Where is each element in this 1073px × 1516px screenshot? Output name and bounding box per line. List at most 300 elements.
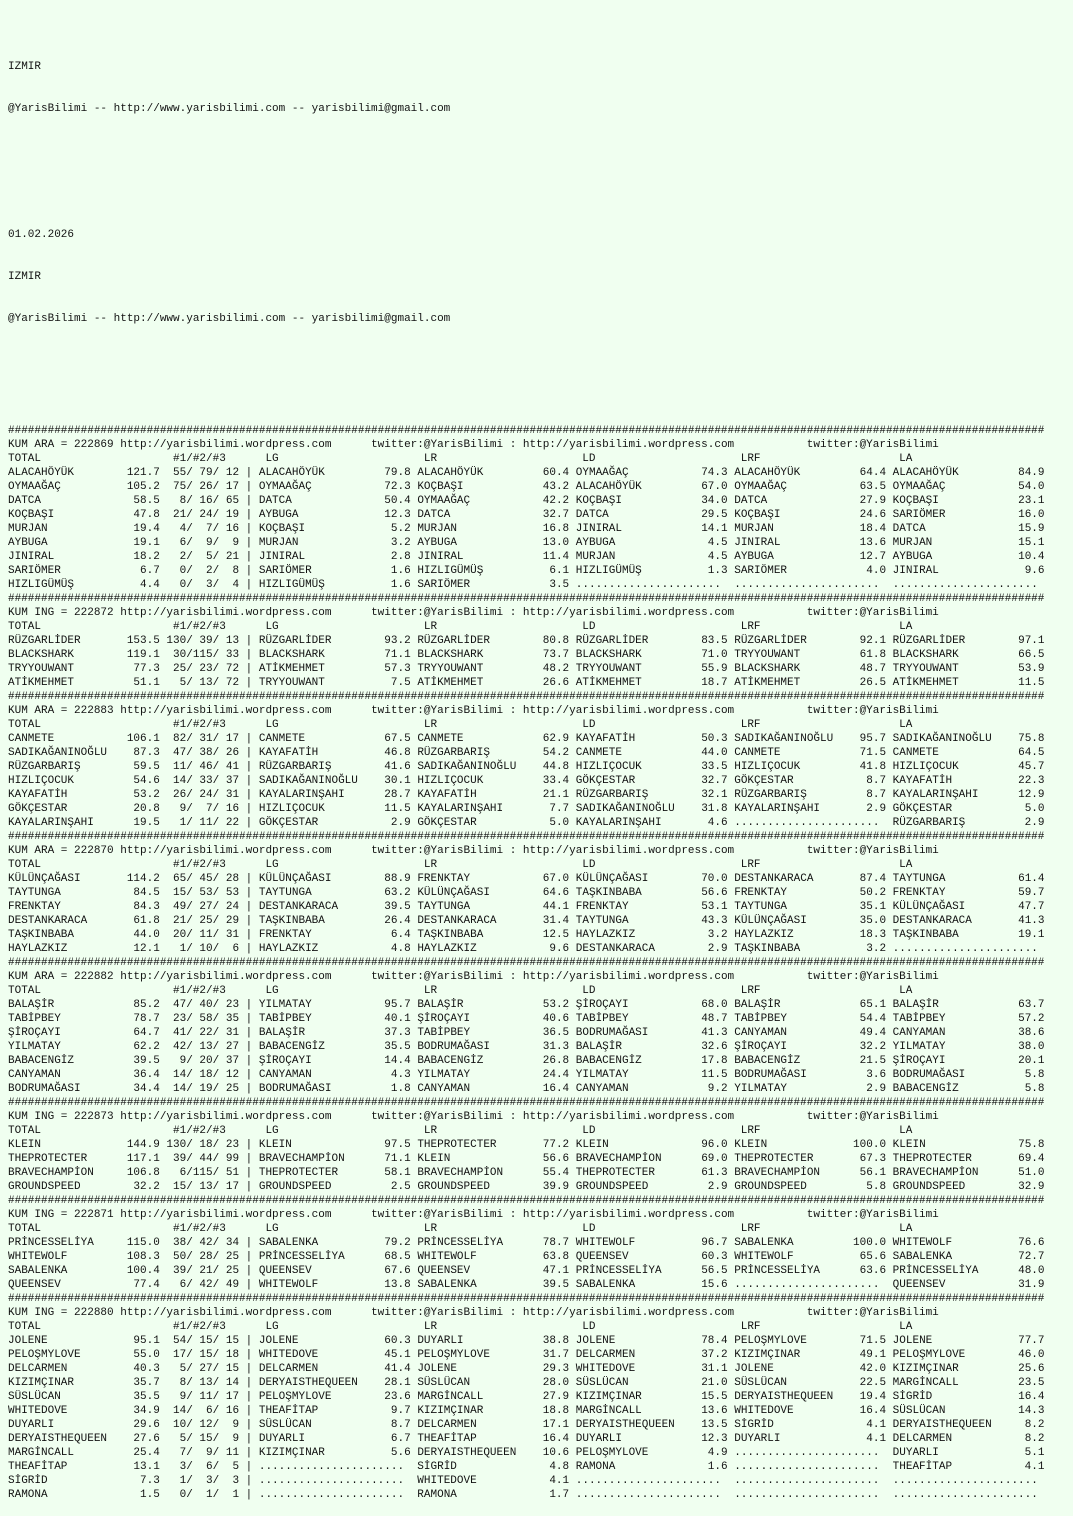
race-entry-name: MARGİNCALL bbox=[417, 1391, 537, 1403]
column-divider: | bbox=[239, 1237, 259, 1249]
horse-name: JINIRAL bbox=[8, 551, 121, 563]
finish-counts: 5/ 15/ 9 bbox=[159, 1433, 240, 1445]
race-entry-value: 100.0 bbox=[853, 1237, 887, 1249]
column-header-row: TOTAL #1/#2/#3 LG LR LD LRF LA bbox=[8, 1125, 913, 1137]
total-value: 4.4 bbox=[120, 579, 160, 591]
race-entry-value: 49.4 bbox=[853, 1027, 887, 1039]
horse-name: TABİPBEY bbox=[8, 1013, 121, 1025]
race-entry-name: SADIKAĞANINOĞLU bbox=[575, 803, 695, 815]
race-entry-value: 41.8 bbox=[853, 761, 887, 773]
race-entry-value: 23.1 bbox=[1011, 495, 1045, 507]
race-entry-name: DUYARLI bbox=[258, 1433, 378, 1445]
horse-name: THEAFİTAP bbox=[8, 1461, 121, 1473]
section-222870 bbox=[8, 830, 1073, 956]
section-separator: ############################################################################################################################################################# bbox=[8, 691, 1045, 703]
column-header-row: TOTAL #1/#2/#3 LG LR LD LRF LA bbox=[8, 1223, 913, 1235]
total-value: 13.1 bbox=[120, 1461, 160, 1473]
race-entry-value: 47.1 bbox=[536, 1265, 570, 1277]
race-entry-name: SABALENKA bbox=[258, 1237, 378, 1249]
race-entry-value: 63.7 bbox=[1011, 999, 1045, 1011]
section-separator: ############################################################################################################################################################# bbox=[8, 831, 1045, 843]
horse-name: TRYYOUWANT bbox=[8, 663, 121, 675]
race-entry-value: 42.0 bbox=[853, 1363, 887, 1375]
column-divider: | bbox=[239, 537, 259, 549]
race-entry-name: QUEENSEV bbox=[892, 1279, 1012, 1291]
race-entry-name: THEPROTECTER bbox=[417, 1139, 537, 1151]
race-entry-name: SÜSLÜCAN bbox=[892, 1405, 1012, 1417]
race-entry-name: CANYAMAN bbox=[575, 1083, 695, 1095]
horse-name: SARIÖMER bbox=[8, 565, 121, 577]
race-entry-value: 49.1 bbox=[853, 1349, 887, 1361]
race-entry-name: KIZIMÇINAR bbox=[575, 1391, 695, 1403]
race-entry-name: ALACAHÖYÜK bbox=[258, 467, 378, 479]
section-separator: ############################################################################################################################################################# bbox=[8, 425, 1045, 437]
horse-name: JOLENE bbox=[8, 1335, 121, 1347]
finish-counts: 38/ 42/ 34 bbox=[159, 1237, 240, 1249]
race-entry-value: 100.0 bbox=[853, 1139, 887, 1151]
race-entry-name: ATİKMEHMET bbox=[734, 677, 854, 689]
total-value: 20.8 bbox=[120, 803, 160, 815]
race-entry-name: GÖKÇESTAR bbox=[892, 803, 1012, 815]
table-row bbox=[8, 928, 1073, 942]
section-twitter: twitter:@YarisBilimi bbox=[371, 1307, 504, 1319]
empty-entry: ...................... bbox=[258, 1461, 411, 1473]
race-entry-name: JINIRAL bbox=[258, 551, 378, 563]
column-divider: | bbox=[239, 1041, 259, 1053]
race-entry-name: SADIKAĞANINOĞLU bbox=[417, 761, 537, 773]
race-entry-value: 30.1 bbox=[377, 775, 411, 787]
race-entry-value: 4.8 bbox=[377, 943, 411, 955]
race-entry-value: 33.4 bbox=[536, 775, 570, 787]
race-entry-name: BODRUMAĞASI bbox=[258, 1083, 378, 1095]
table-row bbox=[8, 1138, 1073, 1152]
race-entry-name: BALAŞİR bbox=[258, 1027, 378, 1039]
table-row bbox=[8, 634, 1073, 648]
race-entry-name: KIZIMÇINAR bbox=[417, 1405, 537, 1417]
finish-counts: 50/ 28/ 25 bbox=[159, 1251, 240, 1263]
column-divider: | bbox=[239, 1167, 259, 1179]
table-row bbox=[8, 760, 1073, 774]
column-divider: | bbox=[239, 1013, 259, 1025]
race-entry-value: 84.9 bbox=[1011, 467, 1045, 479]
race-entry-value: 69.0 bbox=[694, 1153, 728, 1165]
race-entry-value: 45.1 bbox=[377, 1349, 411, 1361]
total-value: 144.9 bbox=[120, 1139, 160, 1151]
table-row bbox=[8, 1180, 1073, 1194]
race-entry-name: FRENKTAY bbox=[258, 929, 378, 941]
race-entry-name: RAMONA bbox=[575, 1461, 695, 1473]
total-value: 27.6 bbox=[120, 1433, 160, 1445]
race-entry-name: PRİNCESSELİYA bbox=[734, 1265, 854, 1277]
table-row bbox=[8, 914, 1073, 928]
total-value: 54.6 bbox=[120, 775, 160, 787]
race-entry-name: KLEIN bbox=[258, 1139, 378, 1151]
race-entry-name: THEAFİTAP bbox=[258, 1405, 378, 1417]
column-divider: | bbox=[239, 481, 259, 493]
race-entry-value: 32.6 bbox=[694, 1041, 728, 1053]
column-divider: | bbox=[239, 1027, 259, 1039]
blank-line bbox=[8, 354, 1073, 368]
table-row bbox=[8, 1236, 1073, 1250]
section-url: http://yarisbilimi.wordpress.com bbox=[522, 439, 807, 451]
race-entry-value: 41.3 bbox=[694, 1027, 728, 1039]
finish-counts: 9/ 11/ 17 bbox=[159, 1391, 240, 1403]
section-222880 bbox=[8, 1292, 1073, 1502]
race-entry-value: 77.2 bbox=[536, 1139, 570, 1151]
table-row bbox=[8, 1460, 1073, 1474]
race-entry-name: TABİPBEY bbox=[258, 1013, 378, 1025]
race-entry-value: 2.9 bbox=[1011, 817, 1045, 829]
column-divider: | bbox=[239, 1377, 259, 1389]
race-entry-value: 8.7 bbox=[377, 1419, 411, 1431]
race-entry-value: 4.1 bbox=[853, 1419, 887, 1431]
race-entry-name: BODRUMAĞASI bbox=[734, 1069, 854, 1081]
total-value: 77.4 bbox=[120, 1279, 160, 1291]
section-twitter: twitter:@YarisBilimi bbox=[806, 607, 939, 619]
race-entry-value: 44.0 bbox=[694, 747, 728, 759]
race-entry-name: KÜLÜNÇAĞASI bbox=[417, 887, 537, 899]
race-entry-value: 55.9 bbox=[694, 663, 728, 675]
race-entry-name: SÜSLÜCAN bbox=[734, 1377, 854, 1389]
race-entry-value: 11.4 bbox=[536, 551, 570, 563]
race-entry-value: 43.3 bbox=[694, 915, 728, 927]
race-entry-value: 76.6 bbox=[1011, 1237, 1045, 1249]
total-value: 36.4 bbox=[120, 1069, 160, 1081]
finish-counts: 21/ 25/ 29 bbox=[159, 915, 240, 927]
finish-counts: 54/ 15/ 15 bbox=[159, 1335, 240, 1347]
race-entry-value: 71.1 bbox=[377, 649, 411, 661]
race-entry-value: 2.8 bbox=[377, 551, 411, 563]
race-entry-value: 14.3 bbox=[1011, 1405, 1045, 1417]
race-entry-name: SÜSLÜCAN bbox=[258, 1419, 378, 1431]
finish-counts: 0/ 2/ 8 bbox=[159, 565, 240, 577]
section-title: KUM ING = 222880 http://yarisbilimi.wordpress.com bbox=[8, 1307, 372, 1319]
race-entry-value: 9.7 bbox=[377, 1405, 411, 1417]
race-entry-value: 60.3 bbox=[694, 1251, 728, 1263]
race-entry-value: 9.2 bbox=[694, 1083, 728, 1095]
race-entry-name: TAŞKINBABA bbox=[892, 929, 1012, 941]
race-entry-name: TRYYOUWANT bbox=[417, 663, 537, 675]
column-divider: | bbox=[239, 1391, 259, 1403]
table-row bbox=[8, 648, 1073, 662]
finish-counts: 7/ 9/ 11 bbox=[159, 1447, 240, 1459]
blank-line bbox=[8, 186, 1073, 200]
race-entry-name: BLACKSHARK bbox=[734, 663, 854, 675]
race-entry-name: CANYAMAN bbox=[258, 1069, 378, 1081]
race-entry-value: 4.0 bbox=[853, 565, 887, 577]
finish-counts: 130/ 39/ 13 bbox=[159, 635, 240, 647]
race-entry-value: 44.8 bbox=[536, 761, 570, 773]
section-url: http://yarisbilimi.wordpress.com bbox=[522, 705, 807, 717]
race-entry-value: 16.4 bbox=[1011, 1391, 1045, 1403]
section-header-line bbox=[8, 1306, 1073, 1320]
race-entry-value: 13.6 bbox=[694, 1405, 728, 1417]
race-entry-value: 6.4 bbox=[377, 929, 411, 941]
column-header-row: TOTAL #1/#2/#3 LG LR LD LRF LA bbox=[8, 859, 913, 871]
race-entry-value: 31.7 bbox=[536, 1349, 570, 1361]
race-entry-value: 29.3 bbox=[536, 1363, 570, 1375]
total-value: 29.6 bbox=[120, 1419, 160, 1431]
finish-counts: 8/ 16/ 65 bbox=[159, 495, 240, 507]
race-entry-name: QUEENSEV bbox=[575, 1251, 695, 1263]
race-entry-value: 15.5 bbox=[694, 1391, 728, 1403]
race-entry-value: 97.5 bbox=[377, 1139, 411, 1151]
race-entry-name: BODRUMAĞASI bbox=[417, 1041, 537, 1053]
race-entry-name: CANMETE bbox=[734, 747, 854, 759]
race-entry-name: DESTANKARACA bbox=[892, 915, 1012, 927]
race-entry-value: 67.0 bbox=[694, 481, 728, 493]
finish-counts: 75/ 26/ 17 bbox=[159, 481, 240, 493]
race-entry-value: 43.2 bbox=[536, 481, 570, 493]
race-entry-name: BLACKSHARK bbox=[417, 649, 537, 661]
race-entry-name: JOLENE bbox=[575, 1335, 695, 1347]
finish-counts: 0/ 3/ 4 bbox=[159, 579, 240, 591]
column-divider: | bbox=[239, 817, 259, 829]
section-twitter: twitter:@YarisBilimi bbox=[371, 1111, 504, 1123]
table-row bbox=[8, 942, 1073, 956]
horse-name: BODRUMAĞASI bbox=[8, 1083, 121, 1095]
horse-name: KAYALARINŞAHI bbox=[8, 817, 121, 829]
race-entry-name: DATCA bbox=[734, 495, 854, 507]
race-entry-value: 69.4 bbox=[1011, 1153, 1045, 1165]
section-link-joiner: : bbox=[503, 1307, 523, 1319]
race-entry-name: WHITEDOVE bbox=[575, 1363, 695, 1375]
section-link-joiner: : bbox=[503, 607, 523, 619]
section-url: http://yarisbilimi.wordpress.com bbox=[522, 1111, 807, 1123]
race-entry-name: KLEIN bbox=[575, 1139, 695, 1151]
section-link-joiner: : bbox=[503, 971, 523, 983]
finish-counts: 42/ 13/ 27 bbox=[159, 1041, 240, 1053]
column-divider: | bbox=[239, 1265, 259, 1277]
race-entry-name: WHITEDOVE bbox=[258, 1349, 378, 1361]
section-header-line bbox=[8, 1110, 1073, 1124]
finish-counts: 5/ 27/ 15 bbox=[159, 1363, 240, 1375]
table-row bbox=[8, 1474, 1073, 1488]
race-entry-value: 2.9 bbox=[377, 817, 411, 829]
table-row bbox=[8, 1376, 1073, 1390]
race-entry-value: 72.7 bbox=[1011, 1251, 1045, 1263]
race-entry-value: 24.6 bbox=[853, 509, 887, 521]
horse-name: RÜZGARBARIŞ bbox=[8, 761, 121, 773]
race-entry-name: WHITEWOLF bbox=[734, 1251, 854, 1263]
horse-name: WHITEDOVE bbox=[8, 1405, 121, 1417]
race-entry-value: 48.0 bbox=[1011, 1265, 1045, 1277]
race-entry-value: 1.3 bbox=[694, 565, 728, 577]
race-entry-value: 65.6 bbox=[853, 1251, 887, 1263]
table-row bbox=[8, 1432, 1073, 1446]
horse-name: CANMETE bbox=[8, 733, 121, 745]
race-entry-name: HAYLAZKIZ bbox=[734, 929, 854, 941]
empty-entry: ...................... bbox=[892, 579, 1045, 591]
race-entry-value: 7.5 bbox=[377, 677, 411, 689]
race-entry-name: BRAVECHAMPİON bbox=[258, 1153, 378, 1165]
section-twitter: twitter:@YarisBilimi bbox=[806, 1111, 939, 1123]
race-entry-name: AYBUGA bbox=[892, 551, 1012, 563]
race-entry-name: DUYARLI bbox=[417, 1335, 537, 1347]
column-divider: | bbox=[239, 509, 259, 521]
race-entry-value: 54.4 bbox=[853, 1013, 887, 1025]
finish-counts: 15/ 53/ 53 bbox=[159, 887, 240, 899]
finish-counts: 26/ 24/ 31 bbox=[159, 789, 240, 801]
race-entry-value: 97.1 bbox=[1011, 635, 1045, 647]
race-entry-name: SÜSLÜCAN bbox=[575, 1377, 695, 1389]
race-entry-value: 2.9 bbox=[853, 803, 887, 815]
section-link-joiner: : bbox=[503, 439, 523, 451]
table-row bbox=[8, 1082, 1073, 1096]
empty-entry: ...................... bbox=[575, 1475, 728, 1487]
total-value: 12.1 bbox=[120, 943, 160, 955]
race-entry-value: 68.5 bbox=[377, 1251, 411, 1263]
race-entry-value: 1.6 bbox=[694, 1461, 728, 1473]
table-row bbox=[8, 564, 1073, 578]
race-entry-name: BRAVECHAMPİON bbox=[734, 1167, 854, 1179]
total-value: 61.8 bbox=[120, 915, 160, 927]
table-row bbox=[8, 1404, 1073, 1418]
race-entry-value: 2.5 bbox=[377, 1181, 411, 1193]
race-entry-value: 68.0 bbox=[694, 999, 728, 1011]
race-entry-value: 13.8 bbox=[377, 1279, 411, 1291]
race-entry-name: RÜZGARBARIŞ bbox=[258, 761, 378, 773]
race-entry-name: HAYLAZKIZ bbox=[575, 929, 695, 941]
race-entry-name: MARGİNCALL bbox=[892, 1377, 1012, 1389]
empty-entry: ...................... bbox=[258, 1475, 411, 1487]
race-entry-name: CANYAMAN bbox=[892, 1027, 1012, 1039]
table-row bbox=[8, 1264, 1073, 1278]
race-entry-name: DATCA bbox=[892, 523, 1012, 535]
table-row bbox=[8, 536, 1073, 550]
race-entry-value: 31.3 bbox=[536, 1041, 570, 1053]
race-entry-value: 5.8 bbox=[1011, 1083, 1045, 1095]
race-entry-value: 6.7 bbox=[377, 1433, 411, 1445]
race-entry-name: DESTANKARACA bbox=[575, 943, 695, 955]
race-entry-value: 11.5 bbox=[377, 803, 411, 815]
total-value: 7.3 bbox=[120, 1475, 160, 1487]
race-entry-name: KAYALARINŞAHI bbox=[892, 789, 1012, 801]
race-entry-name: PRİNCESSELİYA bbox=[892, 1265, 1012, 1277]
finish-counts: 20/ 11/ 31 bbox=[159, 929, 240, 941]
column-divider: | bbox=[239, 887, 259, 899]
race-entry-value: 31.9 bbox=[1011, 1279, 1045, 1291]
race-entry-name: RÜZGARBARIŞ bbox=[575, 789, 695, 801]
finish-counts: 4/ 7/ 16 bbox=[159, 523, 240, 535]
race-entry-name: TAŞKINBABA bbox=[575, 887, 695, 899]
race-entry-name: THEAFİTAP bbox=[417, 1433, 537, 1445]
race-entry-value: 60.4 bbox=[536, 467, 570, 479]
race-entry-name: AYBUGA bbox=[417, 537, 537, 549]
race-entry-name: TAYTUNGA bbox=[258, 887, 378, 899]
section-url: http://yarisbilimi.wordpress.com bbox=[522, 607, 807, 619]
race-entry-value: 41.6 bbox=[377, 761, 411, 773]
section-header-line bbox=[8, 704, 1073, 718]
column-divider: | bbox=[239, 1475, 259, 1487]
race-entry-name: ATİKMEHMET bbox=[575, 677, 695, 689]
empty-entry: ...................... bbox=[734, 1489, 887, 1501]
total-value: 153.5 bbox=[120, 635, 160, 647]
total-value: 121.7 bbox=[120, 467, 160, 479]
race-entry-value: 83.5 bbox=[694, 635, 728, 647]
race-entry-name: BALAŞİR bbox=[575, 1041, 695, 1053]
race-entry-name: JINIRAL bbox=[734, 537, 854, 549]
section-title: KUM ARA = 222882 http://yarisbilimi.wordpress.com bbox=[8, 971, 372, 983]
race-entry-name: SÜSLÜCAN bbox=[417, 1377, 537, 1389]
race-entry-name: DELCARMEN bbox=[575, 1349, 695, 1361]
race-entry-value: 28.0 bbox=[536, 1377, 570, 1389]
section-separator: ############################################################################################################################################################# bbox=[8, 1097, 1045, 1109]
horse-name: DUYARLI bbox=[8, 1419, 121, 1431]
race-entry-value: 45.7 bbox=[1011, 761, 1045, 773]
column-divider: | bbox=[239, 1461, 259, 1473]
race-entry-value: 77.7 bbox=[1011, 1335, 1045, 1347]
finish-counts: 6/ 9/ 9 bbox=[159, 537, 240, 549]
race-entry-value: 11.5 bbox=[1011, 677, 1045, 689]
race-entry-name: MURJAN bbox=[258, 537, 378, 549]
race-entry-value: 3.2 bbox=[377, 537, 411, 549]
race-entry-name: PRİNCESSELİYA bbox=[417, 1237, 537, 1249]
race-entry-name: RÜZGARLİDER bbox=[892, 635, 1012, 647]
finish-counts: 30/115/ 33 bbox=[159, 649, 240, 661]
race-entry-value: 32.7 bbox=[694, 775, 728, 787]
race-entry-name: ŞİROÇAYI bbox=[417, 1013, 537, 1025]
race-entry-value: 71.5 bbox=[853, 747, 887, 759]
race-entry-value: 1.7 bbox=[536, 1489, 570, 1501]
race-entry-value: 61.4 bbox=[1011, 873, 1045, 885]
table-row bbox=[8, 788, 1073, 802]
race-entry-name: QUEENSEV bbox=[417, 1265, 537, 1277]
section-twitter: twitter:@YarisBilimi bbox=[371, 1209, 504, 1221]
horse-name: SABALENKA bbox=[8, 1265, 121, 1277]
race-entry-name: HIZLIGÜMÜŞ bbox=[417, 565, 537, 577]
race-entry-name: RÜZGARLİDER bbox=[734, 635, 854, 647]
race-entry-value: 34.0 bbox=[694, 495, 728, 507]
race-entry-name: OYMAAĞAÇ bbox=[258, 481, 378, 493]
race-entry-name: GROUNDSPEED bbox=[258, 1181, 378, 1193]
horse-name: CANYAMAN bbox=[8, 1069, 121, 1081]
horse-name: KAYAFATİH bbox=[8, 789, 121, 801]
column-divider: | bbox=[239, 579, 259, 591]
race-entry-name: GROUNDSPEED bbox=[575, 1181, 695, 1193]
race-entry-name: JOLENE bbox=[417, 1363, 537, 1375]
race-entry-value: 21.0 bbox=[694, 1377, 728, 1389]
finish-counts: 1/ 3/ 3 bbox=[159, 1475, 240, 1487]
column-divider: | bbox=[239, 1405, 259, 1417]
total-value: 84.5 bbox=[120, 887, 160, 899]
total-value: 58.5 bbox=[120, 495, 160, 507]
horse-name: DESTANKARACA bbox=[8, 915, 121, 927]
total-value: 19.4 bbox=[120, 523, 160, 535]
race-entry-value: 28.7 bbox=[377, 789, 411, 801]
horse-name: DERYAISTHEQUEEN bbox=[8, 1433, 121, 1445]
race-entry-name: TAYTUNGA bbox=[575, 915, 695, 927]
total-value: 64.7 bbox=[120, 1027, 160, 1039]
race-entry-name: KAYALARINŞAHI bbox=[258, 789, 378, 801]
race-entry-name: BABACENGİZ bbox=[892, 1083, 1012, 1095]
race-entry-name: KOÇBAŞI bbox=[575, 495, 695, 507]
race-entry-name: DERYAISTHEQUEEN bbox=[417, 1447, 537, 1459]
race-entry-name: PELOŞMYLOVE bbox=[575, 1447, 695, 1459]
race-entry-value: 36.5 bbox=[536, 1027, 570, 1039]
section-twitter: twitter:@YarisBilimi bbox=[806, 705, 939, 717]
race-entry-name: HIZLIÇOCUK bbox=[258, 803, 378, 815]
race-entry-name: KIZIMÇINAR bbox=[892, 1363, 1012, 1375]
race-entry-name: BRAVECHAMPİON bbox=[892, 1167, 1012, 1179]
race-entry-name: DELCARMEN bbox=[892, 1433, 1012, 1445]
horse-name: ATİKMEHMET bbox=[8, 677, 121, 689]
table-row bbox=[8, 1390, 1073, 1404]
race-entry-name: KOÇBAŞI bbox=[417, 481, 537, 493]
race-entry-value: 32.1 bbox=[694, 789, 728, 801]
column-divider: | bbox=[239, 649, 259, 661]
race-entry-value: 71.1 bbox=[377, 1153, 411, 1165]
